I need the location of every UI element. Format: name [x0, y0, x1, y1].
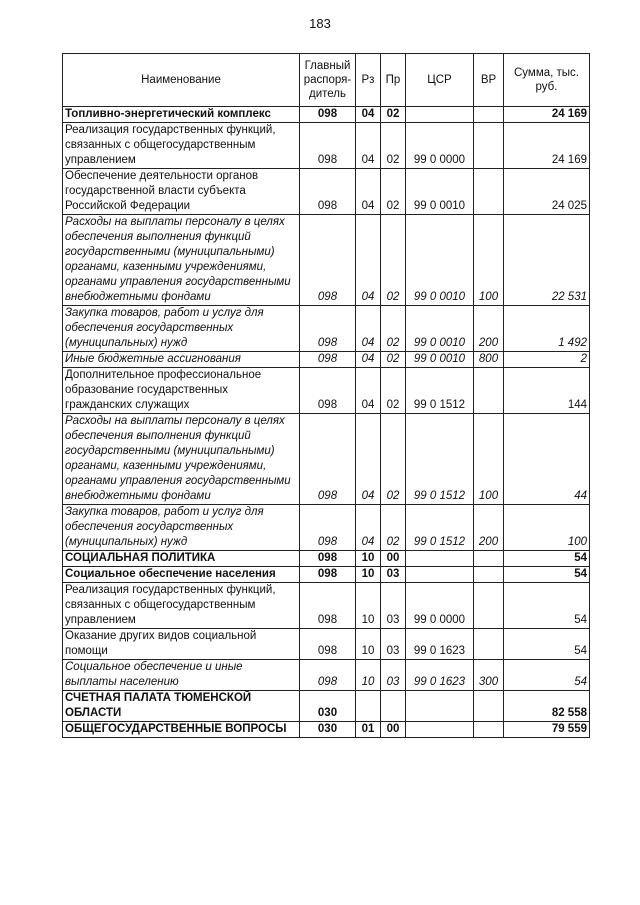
- header-rz: Рз: [356, 54, 381, 107]
- table-row: [63, 722, 590, 738]
- cell-sum: 100: [504, 505, 590, 551]
- cell-csr: 99 0 0010: [406, 215, 474, 306]
- cell-vr: [474, 583, 504, 629]
- cell-vr: [474, 629, 504, 660]
- cell-name: СОЦИАЛЬНАЯ ПОЛИТИКА: [63, 551, 300, 567]
- cell-vr: 200: [474, 306, 504, 352]
- cell-name: Социальное обеспечение населения: [63, 567, 300, 583]
- cell-csr: [406, 567, 474, 583]
- cell-rz: 10: [356, 567, 381, 583]
- cell-vr: [474, 551, 504, 567]
- table-row: [63, 551, 590, 567]
- cell-name: Обеспечение деятельности органов государственной власти субъекта Российской Федерации: [63, 169, 300, 215]
- cell-sum: 144: [504, 368, 590, 414]
- cell-csr: 99 0 1623: [406, 660, 474, 691]
- table-row: [63, 660, 590, 691]
- cell-name: Закупка товаров, работ и услуг для обеспечения государственных (муниципальных) нужд: [63, 306, 300, 352]
- cell-pr: [381, 691, 406, 722]
- cell-sum: 24 025: [504, 169, 590, 215]
- cell-admin: 098: [300, 505, 356, 551]
- budget-table: [62, 53, 590, 738]
- cell-admin: 098: [300, 660, 356, 691]
- cell-sum: 54: [504, 629, 590, 660]
- cell-sum: 54: [504, 551, 590, 567]
- table-row: [63, 123, 590, 169]
- cell-name: Реализация государственных функций, связанных с общегосударственным управлением: [63, 583, 300, 629]
- cell-pr: 02: [381, 352, 406, 368]
- cell-sum: 44: [504, 414, 590, 505]
- table-row: [63, 368, 590, 414]
- cell-csr: [406, 691, 474, 722]
- cell-name: Топливно-энергетический комплекс: [63, 107, 300, 123]
- cell-rz: 04: [356, 352, 381, 368]
- cell-sum: 22 531: [504, 215, 590, 306]
- cell-admin: 098: [300, 567, 356, 583]
- cell-vr: [474, 107, 504, 123]
- cell-sum: 82 558: [504, 691, 590, 722]
- cell-sum: 54: [504, 567, 590, 583]
- cell-name: Оказание других видов социальной помощи: [63, 629, 300, 660]
- cell-rz: 04: [356, 123, 381, 169]
- cell-pr: 03: [381, 583, 406, 629]
- cell-csr: 99 0 0000: [406, 123, 474, 169]
- cell-pr: 00: [381, 722, 406, 738]
- cell-name: СЧЕТНАЯ ПАЛАТА ТЮМЕНСКОЙ ОБЛАСТИ: [63, 691, 300, 722]
- cell-rz: 04: [356, 306, 381, 352]
- table-row: [63, 169, 590, 215]
- cell-admin: 098: [300, 123, 356, 169]
- cell-name: Реализация государственных функций, связанных с общегосударственным управлением: [63, 123, 300, 169]
- cell-admin: 030: [300, 691, 356, 722]
- cell-pr: 02: [381, 306, 406, 352]
- cell-sum: 54: [504, 583, 590, 629]
- cell-csr: 99 0 1512: [406, 414, 474, 505]
- cell-rz: [356, 691, 381, 722]
- cell-csr: [406, 722, 474, 738]
- cell-csr: 99 0 0000: [406, 583, 474, 629]
- cell-csr: 99 0 1512: [406, 368, 474, 414]
- table-row: [63, 567, 590, 583]
- cell-rz: 04: [356, 107, 381, 123]
- cell-pr: 02: [381, 414, 406, 505]
- table-body: [63, 107, 590, 738]
- header-admin: Главный распоря-дитель: [300, 54, 356, 107]
- cell-pr: 03: [381, 567, 406, 583]
- cell-rz: 10: [356, 583, 381, 629]
- cell-admin: 098: [300, 169, 356, 215]
- table-row: [63, 352, 590, 368]
- cell-vr: 200: [474, 505, 504, 551]
- table-row: [63, 505, 590, 551]
- cell-csr: 99 0 0010: [406, 352, 474, 368]
- cell-csr: 99 0 1512: [406, 505, 474, 551]
- cell-vr: [474, 691, 504, 722]
- header-vr: ВР: [474, 54, 504, 107]
- cell-name: Иные бюджетные ассигнования: [63, 352, 300, 368]
- header-row: [63, 54, 590, 107]
- cell-name: Социальное обеспечение и иные выплаты населению: [63, 660, 300, 691]
- cell-pr: 02: [381, 107, 406, 123]
- cell-admin: 098: [300, 414, 356, 505]
- cell-admin: 098: [300, 215, 356, 306]
- table-row: [63, 583, 590, 629]
- cell-admin: 098: [300, 551, 356, 567]
- cell-csr: 99 0 1623: [406, 629, 474, 660]
- cell-pr: 00: [381, 551, 406, 567]
- cell-vr: 100: [474, 414, 504, 505]
- header-name: Наименование: [63, 54, 300, 107]
- cell-vr: 300: [474, 660, 504, 691]
- cell-admin: 098: [300, 107, 356, 123]
- cell-sum: 2: [504, 352, 590, 368]
- cell-csr: 99 0 0010: [406, 306, 474, 352]
- cell-admin: 098: [300, 368, 356, 414]
- table-row: [63, 414, 590, 505]
- cell-sum: 54: [504, 660, 590, 691]
- cell-pr: 02: [381, 215, 406, 306]
- table-row: [63, 215, 590, 306]
- cell-rz: 04: [356, 169, 381, 215]
- cell-csr: [406, 107, 474, 123]
- cell-pr: 02: [381, 505, 406, 551]
- header-csr: ЦСР: [406, 54, 474, 107]
- cell-vr: 800: [474, 352, 504, 368]
- cell-vr: [474, 123, 504, 169]
- cell-admin: 098: [300, 583, 356, 629]
- cell-vr: [474, 368, 504, 414]
- cell-admin: 030: [300, 722, 356, 738]
- cell-pr: 02: [381, 123, 406, 169]
- cell-name: Расходы на выплаты персоналу в целях обеспечения выполнения функций государственными (муниципальными) органами, казенными учреждениями, органами управления государственными внебюджетными фондами: [63, 215, 300, 306]
- header-sum: Сумма, тыс. руб.: [504, 54, 590, 107]
- cell-rz: 10: [356, 660, 381, 691]
- cell-rz: 01: [356, 722, 381, 738]
- cell-name: Дополнительное профессиональное образование государственных гражданских служащих: [63, 368, 300, 414]
- cell-csr: [406, 551, 474, 567]
- cell-rz: 10: [356, 629, 381, 660]
- cell-name: ОБЩЕГОСУДАРСТВЕННЫЕ ВОПРОСЫ: [63, 722, 300, 738]
- table-row: [63, 691, 590, 722]
- cell-vr: [474, 722, 504, 738]
- cell-vr: 100: [474, 215, 504, 306]
- table-row: [63, 306, 590, 352]
- cell-sum: 24 169: [504, 107, 590, 123]
- cell-pr: 03: [381, 660, 406, 691]
- cell-pr: 02: [381, 368, 406, 414]
- header-pr: Пр: [381, 54, 406, 107]
- cell-pr: 02: [381, 169, 406, 215]
- cell-admin: 098: [300, 306, 356, 352]
- cell-vr: [474, 567, 504, 583]
- page-number: 183: [309, 16, 331, 31]
- cell-name: Закупка товаров, работ и услуг для обеспечения государственных (муниципальных) нужд: [63, 505, 300, 551]
- cell-rz: 04: [356, 368, 381, 414]
- table-row: [63, 629, 590, 660]
- cell-name: Расходы на выплаты персоналу в целях обеспечения выполнения функций государственными (муниципальными) органами, казенными учреждениями, органами управления государственными внебюджетными фондами: [63, 414, 300, 505]
- cell-rz: 04: [356, 505, 381, 551]
- cell-admin: 098: [300, 352, 356, 368]
- cell-sum: 24 169: [504, 123, 590, 169]
- table-row: [63, 107, 590, 123]
- cell-rz: 04: [356, 215, 381, 306]
- cell-rz: 04: [356, 414, 381, 505]
- cell-csr: 99 0 0010: [406, 169, 474, 215]
- cell-vr: [474, 169, 504, 215]
- cell-pr: 03: [381, 629, 406, 660]
- cell-sum: 79 559: [504, 722, 590, 738]
- cell-sum: 1 492: [504, 306, 590, 352]
- cell-admin: 098: [300, 629, 356, 660]
- cell-rz: 10: [356, 551, 381, 567]
